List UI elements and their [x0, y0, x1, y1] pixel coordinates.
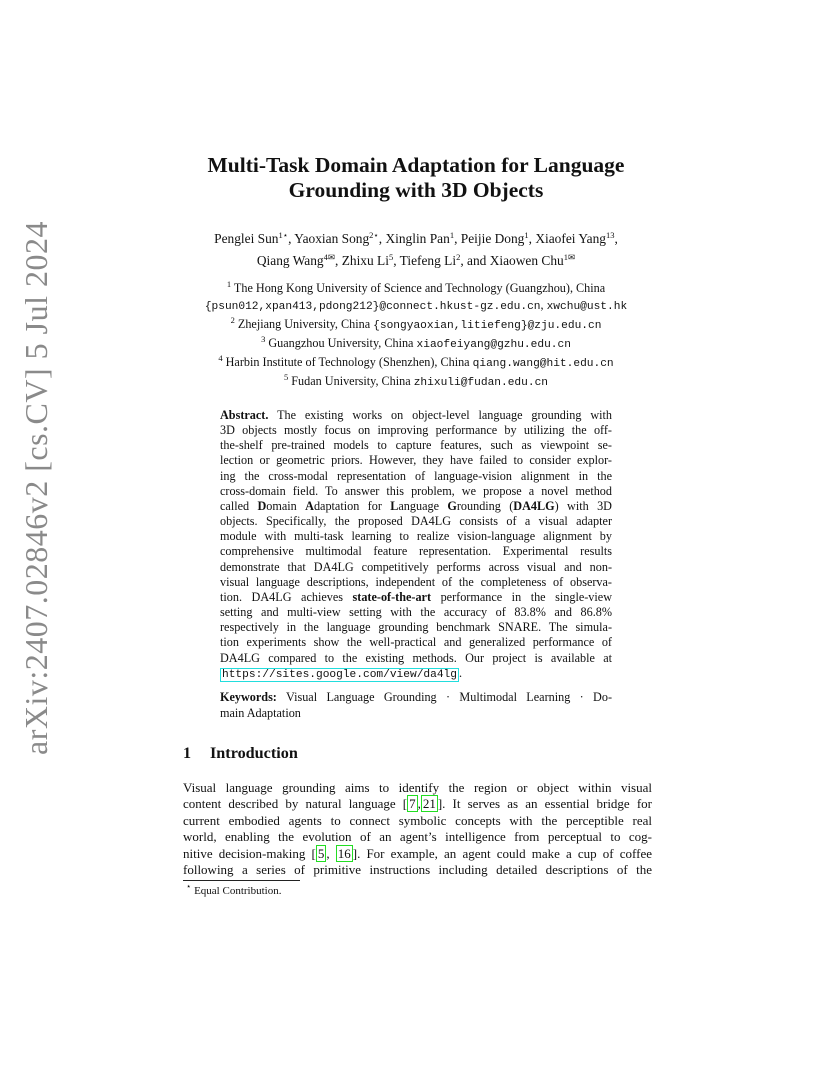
section-number: 1	[183, 744, 192, 762]
abstract-label: Abstract.	[220, 408, 269, 422]
body-text: ]. For example, an agent could make a cup of coffee	[352, 845, 653, 861]
abstract-text: omain	[266, 498, 306, 513]
affiliation-1-emails	[120, 297, 712, 316]
citation-link[interactable]: 16	[337, 845, 351, 861]
title-line-2: Grounding with 3D Objects	[288, 178, 544, 202]
affiliation-text: The Hong Kong University of Science and Technology (Guangzhou), China	[233, 281, 606, 295]
body-line	[183, 796, 652, 812]
body-line: current embodied agents to connect symbolic concepts with the perceptible real	[183, 812, 652, 828]
abstract-line	[220, 408, 612, 423]
author-separator: ,	[614, 231, 618, 246]
abstract-line: visual language descriptions, independent of the completeness of observa-	[220, 574, 612, 589]
email-address[interactable]: {songyaoxian,litiefeng}@zju.edu.cn	[373, 320, 602, 332]
email-address[interactable]: xiaofeiyang@gzhu.edu.cn	[416, 339, 571, 351]
affiliation-text: Fudan University, China	[291, 374, 414, 388]
author-separator: ,	[528, 231, 536, 246]
author-affiliation-mark: 4✉	[323, 252, 335, 262]
author-name: Peijie Dong	[460, 231, 525, 246]
author-line-2	[120, 250, 712, 272]
body-text: ,	[417, 796, 421, 812]
abstract-text: ) with 3D	[554, 498, 612, 513]
author-affiliation-mark: 1	[524, 230, 529, 240]
method-acronym: DA4LG	[513, 498, 555, 513]
keywords-line	[220, 690, 612, 706]
affiliation-list	[120, 280, 712, 392]
section-title: Introduction	[210, 744, 298, 762]
author-name: Tiefeng Li	[399, 253, 457, 268]
abstract-text: .	[458, 665, 463, 680]
abstract-text: rounding (	[456, 498, 514, 513]
abstract-line	[220, 666, 612, 683]
affiliation-3	[120, 335, 712, 354]
email-separator: ,	[540, 298, 547, 312]
affiliation-number: 4	[218, 353, 223, 363]
acronym-letter: G	[447, 498, 457, 513]
abstract-line: demonstrate that DA4LG competitively performs across visual and non-	[220, 559, 612, 574]
author-name: Xiaofei Yang	[535, 231, 606, 246]
author-name: Xiaowen Chu	[489, 253, 564, 268]
email-address[interactable]: qiang.wang@hit.edu.cn	[472, 358, 614, 370]
arxiv-identifier-stamp: arXiv:2407.02846v2 [cs.CV] 5 Jul 2024	[18, 220, 54, 755]
abstract-line: comprehensive multimodal feature representation. Experimental results	[220, 544, 612, 559]
footnote-text: Equal Contribution.	[194, 885, 282, 897]
author-name: Qiang Wang	[256, 253, 324, 268]
abstract-text: called	[220, 498, 258, 513]
author-name: Xinglin Pan	[385, 231, 450, 246]
abstract-text: anguage	[398, 498, 448, 513]
author-affiliation-mark: 2	[456, 252, 461, 262]
author-affiliation-mark: 1⋆	[278, 230, 289, 240]
acronym-letter: A	[305, 498, 314, 513]
affiliation-1	[120, 280, 712, 297]
abstract-line: objects. Specifically, the proposed DA4LG consists of a visual adapter	[220, 514, 612, 529]
affiliation-text: Zhejiang University, China	[237, 317, 374, 331]
body-text: ,	[326, 845, 336, 861]
author-affiliation-mark: 13	[606, 230, 615, 240]
author-affiliation-mark: 2⋆	[369, 230, 379, 240]
affiliation-number: 1	[226, 279, 232, 289]
affiliation-number: 5	[283, 372, 289, 382]
author-separator: ,	[335, 253, 342, 268]
author-separator: ,	[378, 231, 386, 246]
abstract-line: ing the cross-modal representation of language-vision alignment in the	[220, 468, 612, 483]
abstract-line: DA4LG compared to the existing methods. Our project is available at	[220, 650, 612, 665]
emphasis-text: state-of-the-art	[352, 589, 432, 604]
body-text: content described by natural language [	[183, 796, 408, 812]
affiliation-4	[120, 354, 712, 373]
author-separator: ,	[393, 253, 400, 268]
body-text: ]. It serves as an essential bridge for	[437, 796, 652, 812]
body-line	[183, 846, 652, 862]
citation-link[interactable]: 5	[317, 845, 325, 861]
abstract-line	[220, 499, 612, 514]
abstract-line	[220, 590, 612, 605]
author-line-1	[120, 228, 712, 250]
affiliation-number: 3	[261, 334, 266, 344]
abstract-line: tion experiments show the well-practical and generalized performance of	[220, 635, 612, 650]
title-line-1: Multi-Task Domain Adaptation for Language	[207, 153, 625, 177]
acronym-letter: L	[390, 498, 399, 513]
acronym-letter: D	[257, 498, 267, 513]
intro-paragraph	[183, 780, 652, 878]
author-name: Yaoxian Song	[294, 231, 370, 246]
body-line: world, enabling the evolution of an agent’s intelligence from perceptual to cog-	[183, 829, 652, 845]
project-url-link[interactable]: https://sites.google.com/view/da4lg	[222, 668, 457, 681]
email-address[interactable]: zhixuli@fudan.edu.cn	[413, 377, 548, 389]
body-text: nitive decision-making [	[183, 845, 316, 861]
author-separator: ,	[288, 231, 295, 246]
author-affiliation-mark: 1✉	[563, 252, 576, 262]
abstract	[220, 408, 612, 683]
abstract-line: cross-domain field. To answer this problem, we propose a novel method	[220, 483, 612, 498]
affiliation-2	[120, 316, 712, 335]
author-name: Zhixu Li	[341, 253, 389, 268]
keywords-text: Visual Language Grounding · Multimodal Learning · Do-	[286, 690, 613, 704]
affiliation-text: Guangzhou University, China	[268, 336, 417, 350]
abstract-line: respectively in the language grounding benchmark SNARE. The simula-	[220, 620, 612, 635]
author-name: Penglei Sun	[214, 231, 279, 246]
abstract-line: module with multi-task learning to realize vision-language alignment by	[220, 529, 612, 544]
body-line: Visual language grounding aims to identify the region or object within visual	[183, 780, 652, 795]
email-address[interactable]: {psun012,xpan413,pdong212}@connect.hkust-gz.edu.cn	[204, 301, 541, 313]
paper-title	[120, 153, 712, 203]
affiliation-text: Harbin Institute of Technology (Shenzhen), China	[225, 355, 473, 369]
affiliation-5	[120, 373, 712, 392]
email-address[interactable]: xwchu@ust.hk	[546, 301, 628, 313]
abstract-text: performance in the single-view	[431, 589, 612, 604]
abstract-text: The existing works on object-level language grounding with	[277, 408, 613, 422]
body-line: following a series of primitive instructions including detailed descriptions of the	[183, 862, 652, 878]
abstract-line: 3D objects mostly focus on improving performance by utilizing the off-	[220, 423, 612, 438]
footnote-mark: ⋆	[186, 881, 192, 891]
citation-link[interactable]: 21	[422, 796, 436, 812]
author-list	[120, 228, 712, 272]
abstract-text: tion. DA4LG achieves	[220, 589, 353, 604]
footnote-rule	[183, 880, 300, 881]
section-heading	[183, 744, 298, 763]
author-affiliation-mark: 5	[388, 252, 394, 262]
abstract-line: lection or geometric priors. However, they have failed to consider explor-	[220, 453, 612, 468]
abstract-line: the-shelf pre-trained models to capture features, such as viewpoint se-	[220, 438, 612, 453]
keywords-label: Keywords:	[220, 690, 277, 704]
keywords	[220, 690, 612, 721]
affiliation-number: 2	[230, 315, 235, 325]
abstract-line: setting and multi-view setting with the accuracy of 83.8% and 86.8%	[220, 605, 612, 620]
citation-link[interactable]: 7	[409, 796, 416, 812]
abstract-text: daptation for	[313, 498, 391, 513]
author-affiliation-mark: 1	[449, 230, 455, 240]
author-separator: ,	[454, 231, 461, 246]
author-separator: , and	[460, 253, 490, 268]
keywords-line: main Adaptation	[220, 705, 301, 720]
footnote	[186, 881, 282, 897]
